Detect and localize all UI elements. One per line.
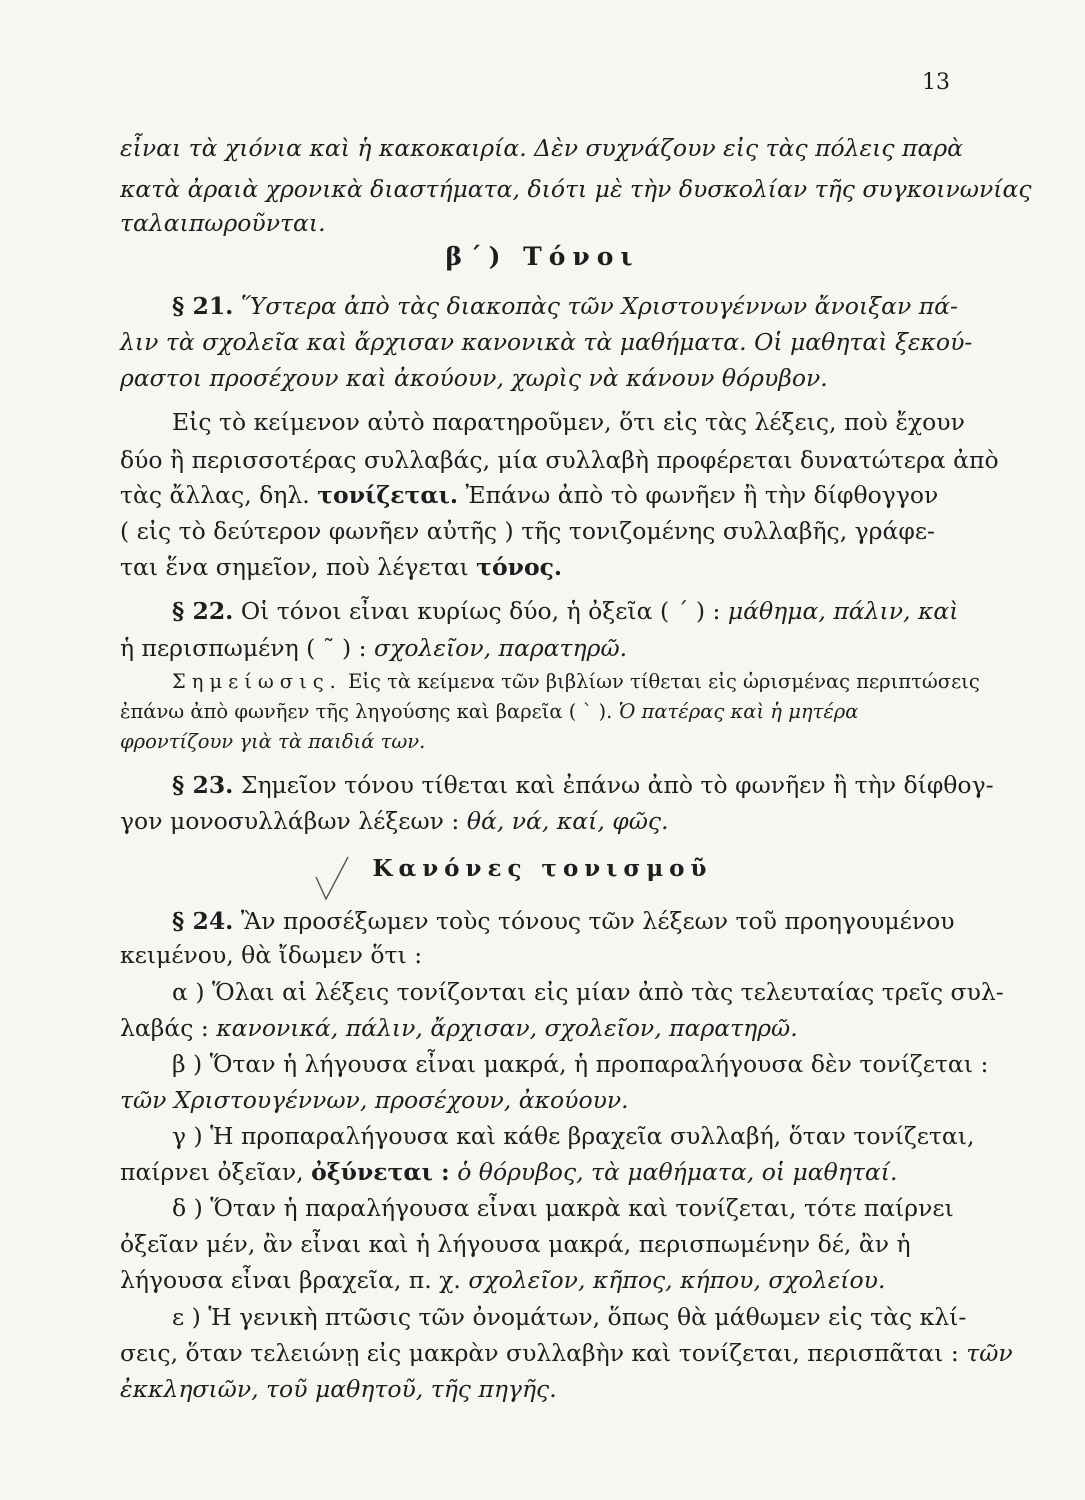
s24-line-1: [172, 904, 955, 938]
note-line-3: φροντίζουν γιὰ τὰ παιδιά των.: [120, 730, 426, 753]
note-text-2a: ἐπάνω ἀπὸ φωνῆεν τῆς ληγούσης καὶ βαρεῖα ( ` ).: [120, 700, 613, 723]
s23-line-2: [120, 804, 955, 838]
rule-e-line-1: ε ) Ἡ γενικὴ πτῶσις τῶν ὀνομάτων, ὅπως θὰ μάθωμεν εἰς τὰς κλί-: [172, 1303, 967, 1331]
s21-line-3: ραστοι προσέχουν καὶ ἀκούουν, χωρὶς νὰ κάνουν θόρυβον.: [120, 364, 828, 392]
note-line-1: [172, 667, 980, 697]
term-tonizetai: τονίζεται.: [317, 481, 459, 509]
s22-text-1b: μάθημα, πάλιν, καὶ: [727, 597, 959, 625]
s22-line-1: [172, 594, 959, 628]
obs-line-4: ( εἰς τὸ δεύτερον φωνῆεν αὐτῆς ) τῆς τονιζομένης συλλαβῆς, γράφε-: [120, 517, 935, 545]
s21-text-1: Ὕστερα ἀπὸ τὰς διακοπὰς τῶν Χριστουγέννων ἄνοιξαν πά-: [240, 292, 958, 320]
rule-d-line-3: [120, 1263, 955, 1297]
s22-line-2: [120, 631, 955, 665]
rule-a-text-2a: λαβάς :: [120, 1014, 209, 1042]
s24-line-2: κειμένου, θὰ ἴδωμεν ὅτι :: [120, 941, 423, 969]
obs-line-3: [120, 478, 955, 512]
rule-e-text-2b: τῶν: [966, 1339, 1013, 1367]
rule-a-line-2: [120, 1011, 955, 1045]
intro-line-2: κατὰ ἀραιὰ χρονικὰ διαστήματα, διότι μὲ τὴν δυσκολίαν τῆς συγκοινωνίας: [120, 175, 1032, 203]
s21-line-1: [172, 289, 958, 323]
rule-d-text-3a: λήγουσα εἶναι βραχεῖα, π. χ.: [120, 1266, 461, 1294]
s22-text-2b: σχολεῖον, παρατηρῶ.: [374, 634, 628, 662]
rule-c-text-2a: παίρνει ὀξεῖαν,: [120, 1158, 304, 1186]
intro-line-1: εἶναι τὰ χιόνια καὶ ἡ κακοκαιρία. Δὲν συχνάζουν εἰς τὰς πόλεις παρὰ: [120, 134, 964, 162]
rule-c-line-2: [120, 1155, 955, 1189]
s23-line-1: [172, 768, 994, 802]
rule-b-line-2: τῶν Χριστουγέννων, προσέχουν, ἀκούουν.: [120, 1086, 629, 1114]
rule-d-line-2: ὀξεῖαν μέν, ἂν εἶναι καὶ ἡ λήγουσα μακρά, περισπωμένην δέ, ἂν ἡ: [120, 1230, 911, 1258]
obs-line-1: Εἰς τὸ κείμενον αὐτὸ παρατηροῦμεν, ὅτι εἰς τὰς λέξεις, ποὺ ἔχουν: [172, 408, 965, 436]
note-line-2: [120, 697, 955, 727]
rule-d-line-1: δ ) Ὅταν ἡ παραλήγουσα εἶναι μακρὰ καὶ τονίζεται, τότε παίρνει: [172, 1194, 954, 1222]
rule-e-line-2: [120, 1336, 1013, 1370]
rule-e-line-3: ἐκκλησιῶν, τοῦ μαθητοῦ, τῆς πηγῆς.: [120, 1375, 557, 1403]
s24-text-1: Ἂν προσέξωμεν τοὺς τόνους τῶν λέξεων τοῦ προηγουμένου: [240, 907, 955, 935]
obs-text-5a: ται ἕνα σημεῖον, ποὺ λέγεται: [120, 553, 469, 581]
obs-line-5: [120, 550, 955, 584]
section-heading-tonoi: β΄) Τόνοι: [445, 242, 640, 271]
note-text-2b: Ὁ πατέρας καὶ ἡ μητέρα: [618, 700, 859, 723]
s24-number: § 24.: [172, 907, 234, 935]
term-oxynetai: ὀξύνεται :: [311, 1158, 450, 1186]
rule-d-examples: σχολεῖον, κῆπος, κήπου, σχολείου.: [468, 1266, 886, 1294]
s22-text-2a: ἡ περισπωμένη ( ῀ ) :: [120, 634, 367, 662]
rule-a-examples: κανονικά, πάλιν, ἄρχισαν, σχολεῖον, παρατηρῶ.: [216, 1014, 798, 1042]
rule-e-text-2a: σεις, ὅταν τελειώνῃ εἰς μακρὰν συλλαβὴν καὶ τονίζεται, περισπᾶται :: [120, 1339, 959, 1367]
s21-number: § 21.: [172, 292, 234, 320]
rule-c-examples: ὁ θόρυβος, τὰ μαθήματα, οἱ μαθηταί.: [457, 1158, 898, 1186]
obs-line-2: δύο ἢ περισσοτέρας συλλαβάς, μία συλλαβὴ προφέρεται δυνατώτερα ἀπὸ: [120, 446, 999, 474]
s23-text-2b: θά, νά, καί, φῶς.: [466, 807, 669, 835]
obs-text-3a: τὰς ἄλλας, δηλ.: [120, 481, 310, 509]
s22-number: § 22.: [172, 597, 234, 625]
obs-text-3c: Ἐπάνω ἀπὸ τὸ φωνῆεν ἢ τὴν δίφθογγον: [465, 481, 939, 509]
s21-line-2: λιν τὰ σχολεῖα καὶ ἄρχισαν κανονικὰ τὰ μαθήματα. Οἱ μαθηταὶ ξεκού-: [120, 328, 973, 356]
rule-c-line-1: γ ) Ἡ προπαραλήγουσα καὶ κάθε βραχεῖα συλλαβή, ὅταν τονίζεται,: [172, 1122, 975, 1150]
intro-line-3: ταλαιπωροῦνται.: [120, 209, 326, 237]
page-number: 13: [922, 70, 950, 95]
s23-text-1: Σημεῖον τόνου τίθεται καὶ ἐπάνω ἀπὸ τὸ φωνῆεν ἢ τὴν δίφθογ-: [240, 771, 994, 799]
rule-b-line-1: β ) Ὅταν ἡ λήγουσα εἶναι μακρά, ἡ προπαραλήγουσα δὲν τονίζεται :: [172, 1050, 989, 1078]
term-tonos: τόνος.: [476, 553, 563, 581]
s22-text-1a: Οἱ τόνοι εἶναι κυρίως δύο, ἡ ὀξεῖα ( ΄ ) :: [240, 597, 721, 625]
note-label: Σημείωσις.: [172, 670, 342, 693]
s23-number: § 23.: [172, 771, 234, 799]
rule-a-line-1: α ) Ὅλαι αἱ λέξεις τονίζονται εἰς μίαν ἀπὸ τὰς τελευταίας τρεῖς συλ-: [172, 978, 1004, 1006]
note-text-1: Εἰς τὰ κείμενα τῶν βιβλίων τίθεται εἰς ὡρισμένας περιπτώσεις: [348, 670, 980, 693]
s23-text-2a: γον μονοσυλλάβων λέξεων :: [120, 807, 460, 835]
section-heading-rules: Κανόνες τονισμοῦ: [372, 855, 713, 882]
